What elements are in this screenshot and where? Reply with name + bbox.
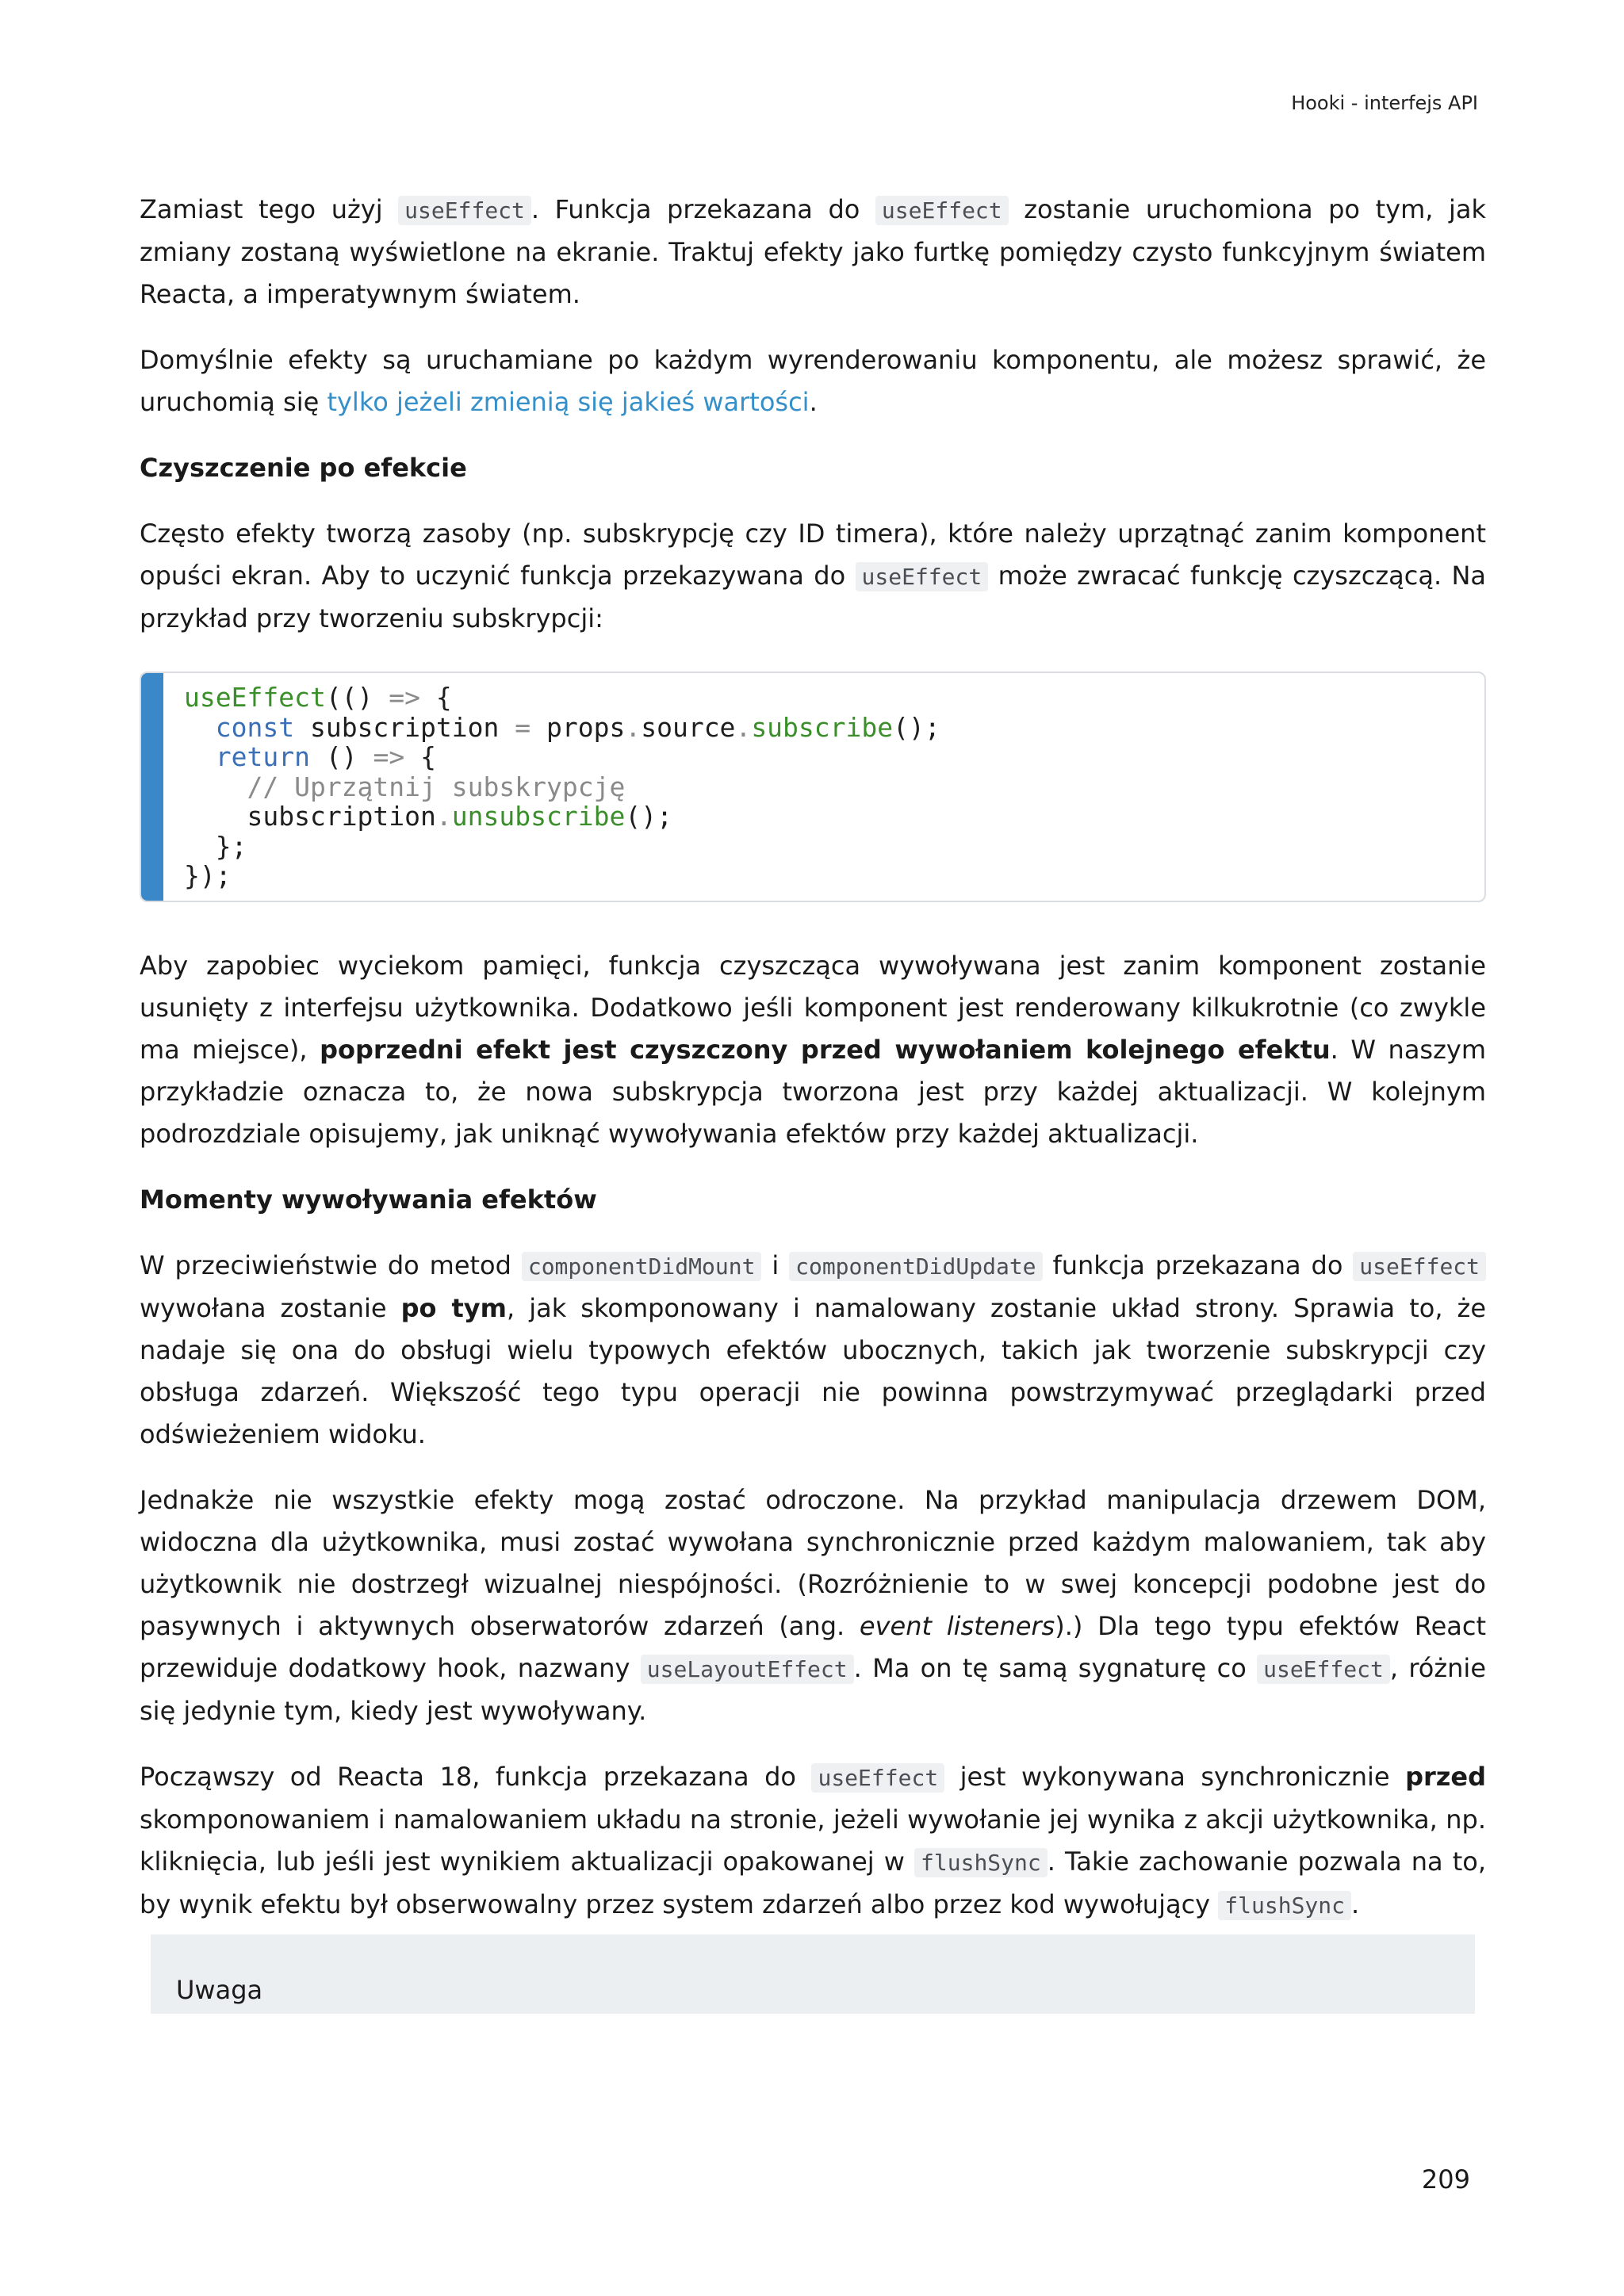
code-block [140, 672, 1486, 902]
paragraph-react-18: Począwszy od Reacta 18, funkcja przekazana do useEffect jest wykonywana synchronicznie przed skomponowaniem i namalowaniem układu na stronie, jeżeli wywołanie jej wynika z akcji użytkownika, np. kliknięcia, lub jeśli jest wynikiem aktualizacji opakowanej w flushSync . Takie zachowanie pozwala na to, by wynik efektu był obserwowalny przez system zdarzeń albo przez kod wywołujący flushSync . [140, 1761, 1487, 1919]
paragraph-use-effect-intro: Zamiast tego użyj useEffect . Funkcja przekazana do useEffect zostanie uruchomiona po tym, jak zmiany zostaną wyświetlone na ekranie. Traktuj efekty jako furtkę pomiędzy czysto funkcyjnym światem Reacta, a imperatywnym światem. [140, 194, 1487, 309]
paragraph-memory-leaks: Aby zapobiec wyciekom pamięci, funkcja czyszcząca wywoływana jest zanim komponent zostanie usunięty z interfejsu użytkownika. Dodatkowo jeśli komponent jest renderowany kilkukrotnie (co zwykle ma miejsce), poprzedni efekt jest czyszczony przed wywołaniem kolejnego efektu. W naszym przykładzie oznacza to, że nowa subskrypcja tworzona jest przy każdej aktualizacji. W kolejnym podrozdziale opisujemy, jak uniknąć wywoływania efektów przy każdej aktualizacji. [140, 950, 1487, 1149]
inline-code: componentDidMount [522, 1252, 762, 1281]
paragraph-layout-effect: Jednakże nie wszystkie efekty mogą zostać odroczone. Na przykład manipulacja drzewem DOM, widoczna dla użytkownika, musi zostać wywołana synchronicznie przed każdym malowaniem, tak aby użytkownik nie dostrzegł wizualnej niespójności. (Rozróżnienie to w swej koncepcji podobne jest do pasywnych i aktywnych obserwatorów zdarzeń (ang. event listeners).) Dla tego typu efektów React przewiduje dodatkowy hook, nazwany useLayoutEffect . Ma on tę samą sygnaturę co useEffect , różnie się jedynie tym, kiedy jest wywoływany. [140, 1484, 1487, 1726]
note-box [151, 1934, 1475, 2014]
inline-code: flushSync [914, 1848, 1048, 1877]
inline-code: useEffect [856, 562, 989, 591]
paragraph-cleanup: Często efekty tworzą zasoby (np. subskrypcję czy ID timera), które należy uprzątnąć zanim komponent opuści ekran. Aby to uczynić funkcja przekazywana do useEffect może zwracać funkcję czyszczącą. Na przykład przy tworzeniu subskrypcji: [140, 519, 1487, 633]
paragraph-default-behavior: Domyślnie efekty są uruchamiane po każdym wyrenderowaniu komponentu, ale możesz sprawić, że uruchomią się tylko jeżeli zmienią się jakieś wartości. [140, 345, 1486, 417]
page-content [140, 189, 1486, 1950]
code-line: subscription.unsubscribe(); [247, 801, 672, 832]
code-line: return () => { [215, 741, 436, 772]
inline-code: useEffect [811, 1763, 944, 1793]
inline-code: useEffect [875, 196, 1009, 225]
code-line: const subscription = props.source.subscribe(); [215, 711, 940, 743]
paragraph-timing: W przeciwieństwie do metod componentDidMount i componentDidUpdate funkcja przekazana do useEffect wywołana zostanie po tym, jak skomponowany i namalowany zostanie układ strony. Sprawia to, że nadaje się ona do obsługi wielu typowych efektów ubocznych, takich jak tworzenie subskrypcji czy obsługa zdarzeń. Większość tego typu operacji nie powinna powstrzymywać przeglądarki przed odświeżeniem widoku. [140, 1249, 1487, 1449]
inline-code: useEffect [1353, 1252, 1486, 1281]
heading-cleanup: Czyszczenie po efekcie [140, 453, 467, 483]
inline-code: useEffect [398, 196, 531, 225]
code-line: }; [184, 830, 247, 862]
code-line: // Uprzątnij subskrypcję [247, 771, 626, 802]
inline-code: useLayoutEffect [641, 1655, 854, 1684]
running-header: Hooki - interfejs API [1291, 92, 1478, 114]
inline-code: componentDidUpdate [789, 1252, 1042, 1281]
note-label: Uwaga [176, 1975, 263, 2005]
heading-effect-timing: Momenty wywoływania efektów [140, 1184, 597, 1215]
inline-code: useEffect [1257, 1655, 1390, 1684]
inline-code: flushSync [1218, 1891, 1351, 1920]
conditional-effect-link[interactable]: tylko jeżeli zmienią się jakieś wartości [327, 387, 810, 417]
code-line: useEffect(() => { [184, 682, 452, 713]
page-number: 209 [1421, 2164, 1470, 2195]
code-line: }); [184, 860, 232, 891]
